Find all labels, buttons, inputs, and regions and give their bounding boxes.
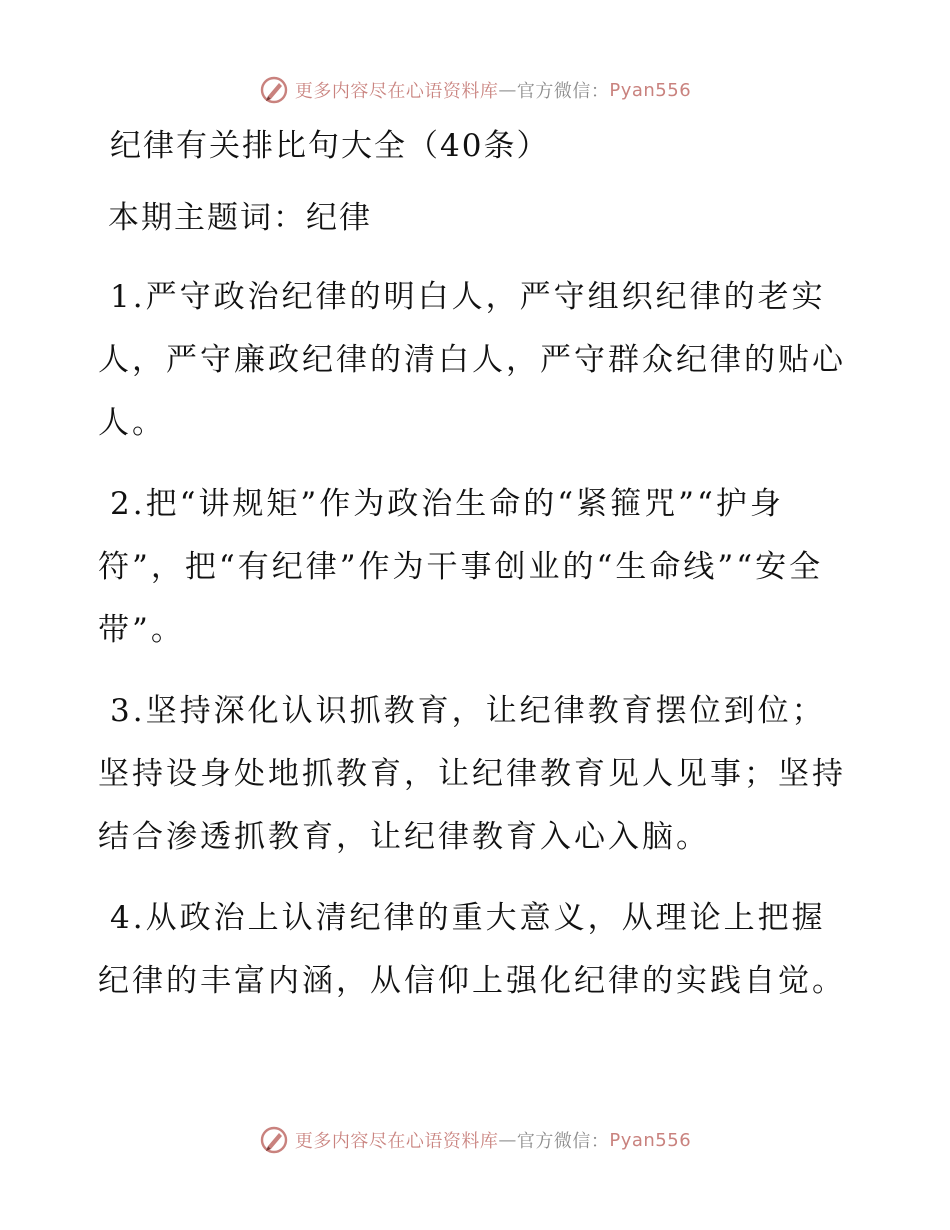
watermark-wechat-label: 官方微信：: [516, 81, 610, 102]
header-watermark: [0, 72, 950, 108]
watermark-wechat-label: 官方微信：: [516, 1131, 610, 1152]
paragraph-3: 3.坚持深化认识抓教育，让纪律教育摆位到位；坚持设身处地抓教育，让纪律教育见人见事；坚持结合渗透抓教育，让纪律教育入心入脑。: [98, 693, 846, 855]
watermark-main-text: 更多内容尽在心语资料库: [294, 1131, 499, 1152]
watermark-main-text: 更多内容尽在心语资料库: [294, 81, 499, 102]
footer-watermark: [0, 1122, 950, 1158]
watermark-wechat-id: Pyan556: [609, 79, 692, 101]
paragraph-1: 1.严守政治纪律的明白人，严守组织纪律的老实人，严守廉政纪律的清白人，严守群众纪律的贴心人。: [98, 279, 846, 441]
document-body: [98, 120, 858, 1031]
pen-logo-icon: [259, 1125, 289, 1155]
document-title: 纪律有关排比句大全（40条）: [110, 128, 550, 164]
paragraph-2: 2.把“讲规矩”作为政治生命的“紧箍咒”“护身符”，把“有纪律”作为干事创业的“生命线”“安全带”。: [98, 486, 824, 648]
pen-logo-icon: [259, 75, 289, 105]
watermark-separator: —: [498, 79, 517, 101]
theme-keyword: 本期主题词：纪律: [108, 200, 372, 236]
watermark-separator: —: [498, 1129, 517, 1151]
paragraph-4: 4.从政治上认清纪律的重大意义，从理论上把握纪律的丰富内涵，从信仰上强化纪律的实践自觉。: [98, 900, 846, 999]
watermark-wechat-id: Pyan556: [609, 1129, 692, 1151]
